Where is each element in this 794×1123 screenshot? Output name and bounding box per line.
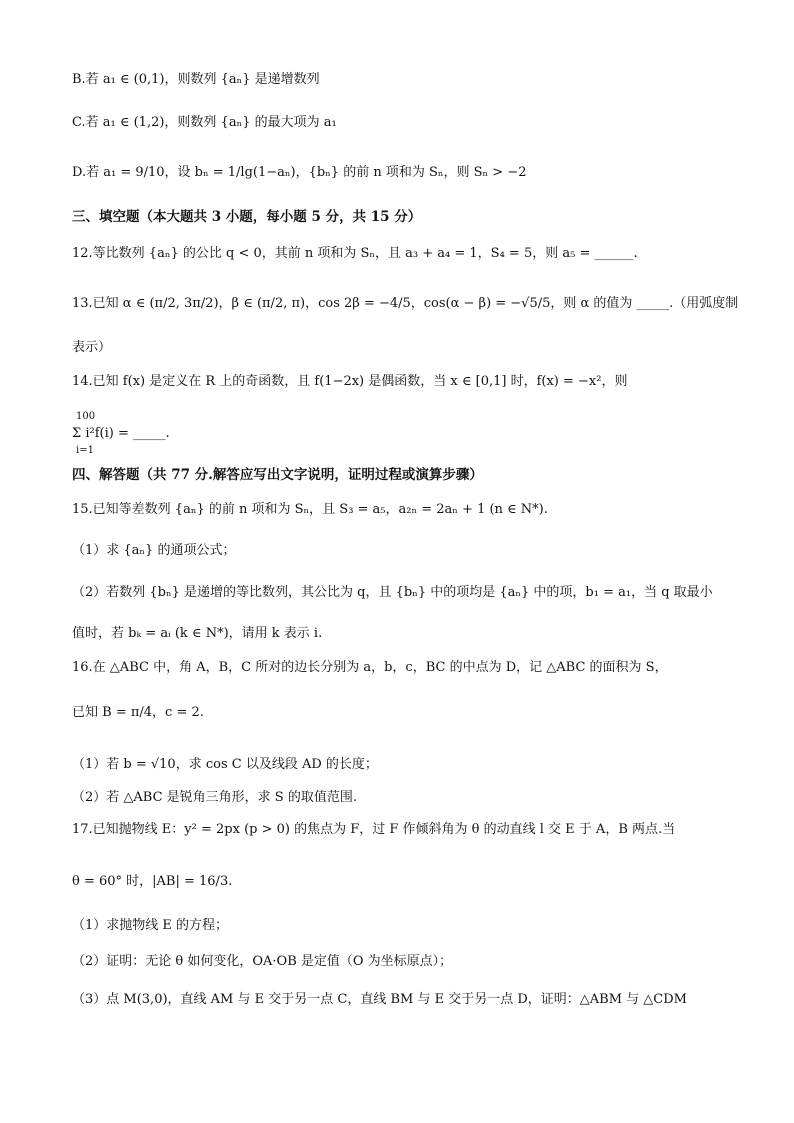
question-14: 14.已知 f(x) 是定义在 R 上的奇函数，且 f(1−2x) 是偶函数，当 x ∈ [0,1] 时，f(x) = −x²，则 <box>72 374 628 389</box>
line-option-b: B.若 a₁ ∈ (0,1)，则数列 {aₙ} 是递增数列 <box>72 72 320 87</box>
section-heading-fill-in: 三、填空题（本大题共 3 小题，每小题 5 分，共 15 分） <box>72 209 422 225</box>
question-15-part-1: （1）求 {aₙ} 的通项公式； <box>72 543 236 558</box>
summation-upper-limit: 100 <box>76 411 96 422</box>
summation-expression: Σ i²f(i) = _____. <box>72 426 170 441</box>
question-17-cont: θ = 60° 时，|AB| = 16/3. <box>72 874 233 889</box>
question-15-part-2: （2）若数列 {bₙ} 是递增的等比数列，其公比为 q，且 {bₙ} 中的项均是 {aₙ} 中的项，b₁ = a₁，当 q 取最小 <box>72 585 713 600</box>
question-16: 16.在 △ABC 中，角 A，B，C 所对的边长分别为 a，b，c，BC 的中点为 D，记 △ABC 的面积为 S， <box>72 660 668 675</box>
line-option-c: C.若 a₁ ∈ (1,2)，则数列 {aₙ} 的最大项为 a₁ <box>72 115 337 130</box>
question-17-part-1: （1）求抛物线 E 的方程； <box>72 918 229 933</box>
question-16-cont: 已知 B = π/4，c = 2. <box>72 705 204 720</box>
question-17-part-2: （2）证明：无论 θ 如何变化，OA·OB 是定值（O 为坐标原点）； <box>72 954 453 969</box>
question-16-part-2: （2）若 △ABC 是锐角三角形，求 S 的取值范围. <box>72 790 357 805</box>
question-13-cont: 表示） <box>72 340 112 355</box>
summation-lower-limit: i=1 <box>76 445 94 456</box>
section-heading-solutions: 四、解答题（共 77 分.解答应写出文字说明，证明过程或演算步骤） <box>72 467 483 483</box>
question-15-part-2-cont: 值时，若 bₖ = aᵢ (k ∈ N*)，请用 k 表示 i. <box>72 626 323 641</box>
question-17-part-3: （3）点 M(3,0)，直线 AM 与 E 交于另一点 C，直线 BM 与 E 交于另一点 D，证明：△ABM 与 △CDM <box>72 992 687 1007</box>
question-13: 13.已知 α ∈ (π/2, 3π/2)，β ∈ (π/2, π)，cos 2β = −4/5，cos(α − β) = −√5/5，则 α 的值为 _____.（用弧度制 <box>72 296 739 311</box>
question-12: 12.等比数列 {aₙ} 的公比 q < 0，其前 n 项和为 Sₙ，且 a₃ + a₄ = 1，S₄ = 5，则 a₅ = ______. <box>72 246 638 261</box>
question-17: 17.已知抛物线 E：y² = 2px (p > 0) 的焦点为 F，过 F 作倾斜角为 θ 的动直线 l 交 E 于 A，B 两点.当 <box>72 822 676 837</box>
question-15: 15.已知等差数列 {aₙ} 的前 n 项和为 Sₙ，且 S₃ = a₅，a₂ₙ = 2aₙ + 1 (n ∈ N*). <box>72 502 548 517</box>
question-16-part-1: （1）若 b = √10，求 cos C 以及线段 AD 的长度； <box>72 757 378 772</box>
line-option-d: D.若 a₁ = 9/10，设 bₙ = 1/lg(1−aₙ)，{bₙ} 的前 n 项和为 Sₙ，则 Sₙ > −2 <box>72 165 527 180</box>
